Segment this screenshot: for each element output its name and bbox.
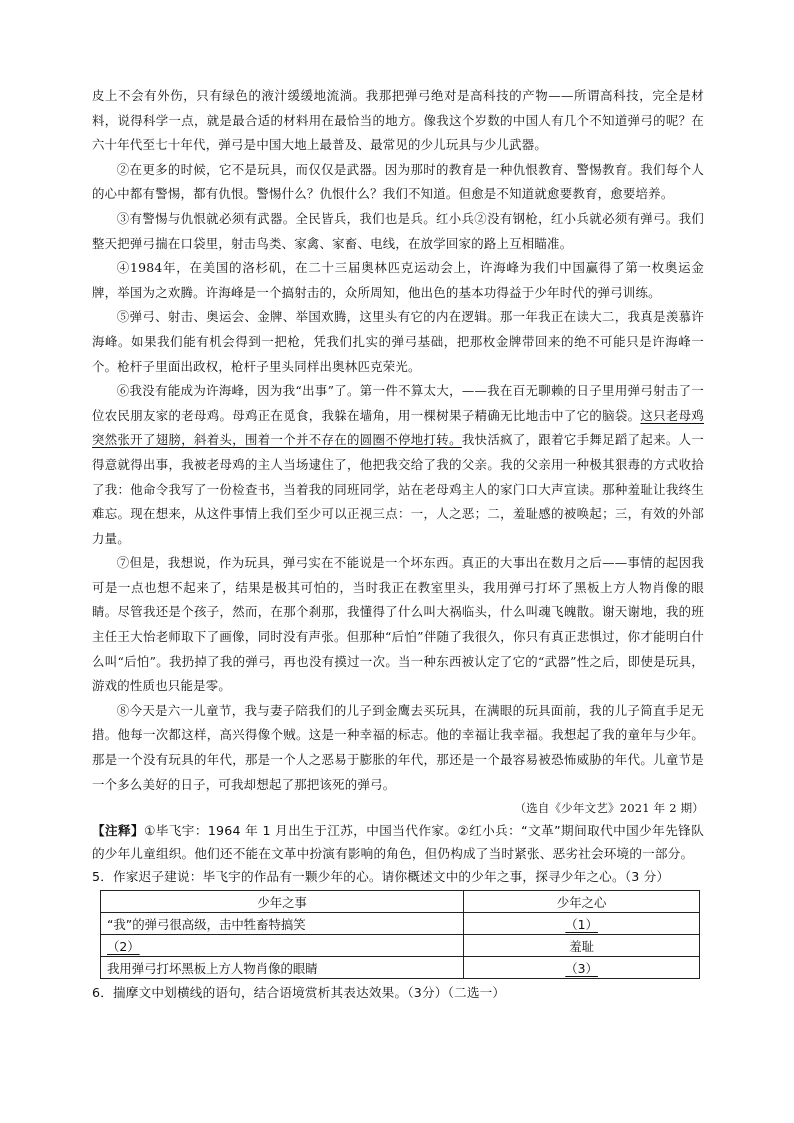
table-row <box>101 957 700 979</box>
blank-3: （3） <box>565 960 598 976</box>
paragraph-6-after: 我快活疯了，跟着它手舞足蹈了起来。人一得意就得出事，我被老母鸡的主人当场逮住了，他把我交给了我的父亲。我的父亲用一种极其狠毒的方式收拾了我：他命令我写了一份检查书，当着我的同班同学，站在老母鸡主人的家门口大声宣读。那种羞耻让我终生难忘。现在想来，从这件事情上我们至少可以正视三点：一，人之恶；二，羞耻感的被唤起；三，有效的外部力量。 <box>92 432 705 546</box>
article-source: （选自《少年文艺》2021 年 2 期） <box>514 801 704 816</box>
row-3-heart-blank[interactable] <box>464 957 700 979</box>
article-paragraph-continued: 皮上不会有外伤，只有绿色的液汁缓缓地流淌。我那把弹弓绝对是高科技的产物——所谓高科技，完全是材料，说得科学一点，就是最合适的材料用在最恰当的地方。像我这个岁数的中国人有几个不知道弹弓的呢？在六十年代至七十年代，弹弓是中国大地上最普及、最常见的少儿玩具与少儿武器。 <box>92 88 704 153</box>
underlined-sentence: 这只老母鸡突然张开了翅膀，斜着头，围着一个并不存在的圆圈不停地打转。 <box>92 407 705 448</box>
header-youth-heart: 少年之心 <box>464 891 700 913</box>
article-paragraph-2: ②在更多的时候，它不是玩具，而仅仅是武器。因为那时的教育是一种仇恨教育、警惕教育。我们每个人的心中都有警惕，都有仇恨。警惕什么？仇恨什么？我们不知道。但愈是不知道就愈要教育，愈要培养。 <box>92 161 704 202</box>
exam-page <box>92 84 704 1004</box>
notes-section <box>92 819 704 865</box>
article-paragraph-6 <box>92 379 704 551</box>
notes-text: ①毕飞宇：1964 年 1 月出生于江苏，中国当代作家。②红小兵：“文革”期间取代中国少年先锋队的少年儿童组织。他们还不能在文革中扮演有影响的角色，但仍构成了当时紧张、恶劣社会环境的一部分。 <box>92 823 704 862</box>
notes-label: 【注释】 <box>92 823 145 839</box>
question-5: 5．作家迟子建说：毕飞宇的作品有一颗少年的心。请你概述文中的少年之事，探寻少年之心。（3 分） <box>92 869 670 885</box>
row-1-heart-blank[interactable] <box>464 913 700 935</box>
article-paragraph-4: ④1984年，在美国的洛杉矶，在二十三届奥林匹克运动会上，许海峰为我们中国赢得了第一枚奥运金牌，举国为之欢腾。许海峰是一个搞射击的，众所周知，他出色的基本功得益于少年时代的弹弓训练。 <box>92 260 704 300</box>
row-1-event: “我”的弹弓很高级，击中牲畜特搞笑 <box>101 913 464 935</box>
question-6: 6．揣摩文中划横线的语句，结合语境赏析其表达效果。（3分）（二选一） <box>92 985 506 1001</box>
row-2-event-blank[interactable] <box>101 935 464 957</box>
answer-table <box>100 890 700 979</box>
row-2-heart: 羞耻 <box>464 935 700 957</box>
article-paragraph-8: ⑧今天是六一儿童节，我与妻子陪我们的儿子到金鹰去买玩具，在满眼的玩具面前，我的儿子简直手足无措。他每一次都这样，高兴得像个贼。这是一种幸福的标志。他的幸福让我幸福。我想起了我的童年与少年。那是一个没有玩具的年代，那是一个人之恶易于膨胀的年代，那还是一个最容易被恐怖威胁的年代。儿童节是一个多么美好的日子，可我却想起了那把该死的弹弓。 <box>92 702 704 792</box>
article-paragraph-7: ⑦但是，我想说，作为玩具，弹弓实在不能说是一个坏东西。真正的大事出在数月之后——事情的起因我可是一点也想不起来了，结果是极其可怕的，当时我正在教室里头，我用弹弓打坏了黑板上方人物肖像的眼睛。尽管我还是个孩子，然而，在那个刹那，我懂得了什么叫大祸临头，什么叫魂飞魄散。谢天谢地，我的班主任王大怡老师取下了画像，同时没有声张。但那种“后怕”伴随了我很久，你只有真正悲惧过，你才能明白什么叫“后怕”。我扔掉了我的弹弓，再也没有摸过一次。当一种东西被认定了它的“武器”性之后，即使是玩具，游戏的性质也只能是零。 <box>92 555 704 694</box>
article-paragraph-5: ⑤弹弓、射击、奥运会、金牌、举国欢腾，这里头有它的内在逻辑。那一年我正在读大二，我真是羡慕许海峰。如果我们能有机会得到一把枪，凭我们扎实的弹弓基础，把那枚金牌带回来的绝不可能只是许海峰一个。枪杆子里面出政权，枪杆子里头同样出奥林匹克荣光。 <box>92 309 704 374</box>
table-row <box>101 913 700 935</box>
blank-1: （1） <box>565 916 598 932</box>
article-paragraph-3: ③有警惕与仇恨就必须有武器。全民皆兵，我们也是兵。红小兵②没有钢枪，红小兵就必须有弹弓。我们整天把弹弓揣在口袋里，射击鸟类、家禽、家畜、电线，在放学回家的路上互相瞄准。 <box>92 210 704 251</box>
paragraph-6-before: ⑥我没有能成为许海峰，因为我“出事”了。第一件不算太大，——我在百无聊赖的日子里用弹弓射击了一位农民朋友家的老母鸡。母鸡正在觅食，我躲在墙角，用一棵树果子精确无比地击中了它的脑袋。 <box>92 383 704 423</box>
header-youth-events: 少年之事 <box>101 891 464 913</box>
blank-2: （2） <box>107 938 140 954</box>
table-row <box>101 935 700 957</box>
answer-table-header-row <box>101 891 700 913</box>
row-3-event: 我用弹弓打坏黑板上方人物肖像的眼睛 <box>101 957 464 979</box>
